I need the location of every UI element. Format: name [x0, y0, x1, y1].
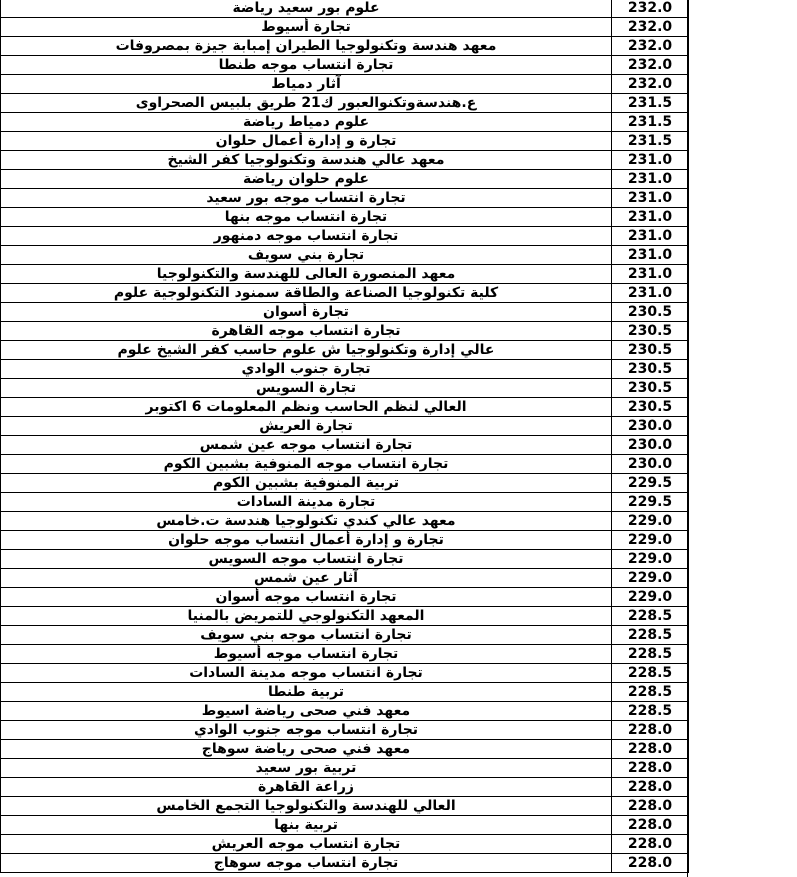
table-row: [1, 474, 689, 493]
institution-name-cell: تجارة و إدارة أعمال حلوان: [1, 132, 612, 151]
table-row: [1, 417, 689, 436]
min-score-cell: 231.0: [612, 189, 689, 208]
min-score-cell: 228.0: [612, 721, 689, 740]
table-row: [1, 18, 689, 37]
institution-name-cell: معهد عالي هندسة وتكنولوجيا كفر الشيخ: [1, 151, 612, 170]
institution-name-cell: تجارة انتساب موجه العريش: [1, 835, 612, 854]
institution-name-cell: تجارة انتساب موجه سوهاج: [1, 854, 612, 873]
table-row: [1, 56, 689, 75]
results-table-body: [1, 0, 689, 873]
min-score-cell: 228.5: [612, 645, 689, 664]
min-score-cell: 228.5: [612, 626, 689, 645]
table-row: [1, 759, 689, 778]
institution-name-cell: معهد فني صحى رياضة اسيوط: [1, 702, 612, 721]
institution-name-cell: تجارة انتساب موجه أسوان: [1, 588, 612, 607]
table-right-border: [687, 0, 688, 877]
min-score-cell: 231.0: [612, 227, 689, 246]
min-score-cell: 230.5: [612, 398, 689, 417]
table-row: [1, 436, 689, 455]
institution-name-cell: معهد هندسة وتكنولوجيا الطيران إمبابة جيزة بمصروفات: [1, 37, 612, 56]
min-score-cell: 231.5: [612, 113, 689, 132]
institution-name-cell: عالي إدارة وتكنولوجيا ش علوم حاسب كفر الشيخ علوم: [1, 341, 612, 360]
table-row: [1, 265, 689, 284]
institution-name-cell: تجارة انتساب موجه أسيوط: [1, 645, 612, 664]
institution-name-cell: تجارة السويس: [1, 379, 612, 398]
min-score-cell: 230.5: [612, 379, 689, 398]
institution-name-cell: آثار عين شمس: [1, 569, 612, 588]
table-row: [1, 835, 689, 854]
institution-name-cell: تربية بور سعيد: [1, 759, 612, 778]
institution-name-cell: علوم بور سعيد رياضة: [1, 0, 612, 18]
institution-name-cell: تجارة بني سويف: [1, 246, 612, 265]
min-score-cell: 230.0: [612, 455, 689, 474]
min-score-cell: 230.5: [612, 303, 689, 322]
min-score-cell: 228.0: [612, 797, 689, 816]
min-score-cell: 232.0: [612, 56, 689, 75]
table-row: [1, 94, 689, 113]
table-row: [1, 740, 689, 759]
table-row: [1, 113, 689, 132]
min-score-cell: 228.5: [612, 702, 689, 721]
table-row: [1, 702, 689, 721]
min-score-cell: 228.0: [612, 778, 689, 797]
institution-name-cell: تجارة أسيوط: [1, 18, 612, 37]
institution-name-cell: تجارة جنوب الوادي: [1, 360, 612, 379]
min-score-cell: 229.0: [612, 550, 689, 569]
min-score-cell: 229.0: [612, 569, 689, 588]
institution-name-cell: علوم حلوان رياضة: [1, 170, 612, 189]
table-row: [1, 303, 689, 322]
table-row: [1, 493, 689, 512]
institution-name-cell: تجارة انتساب موجه طنطا: [1, 56, 612, 75]
min-score-cell: 228.0: [612, 740, 689, 759]
min-score-cell: 231.5: [612, 132, 689, 151]
institution-name-cell: تربية طنطا: [1, 683, 612, 702]
table-row: [1, 189, 689, 208]
min-score-cell: 232.0: [612, 37, 689, 56]
min-score-cell: 230.5: [612, 341, 689, 360]
institution-name-cell: تجارة انتساب موجه مدينة السادات: [1, 664, 612, 683]
institution-name-cell: علوم دمياط رياضة: [1, 113, 612, 132]
table-row: [1, 398, 689, 417]
table-row: [1, 341, 689, 360]
table-row: [1, 550, 689, 569]
min-score-cell: 228.0: [612, 759, 689, 778]
min-score-cell: 229.0: [612, 588, 689, 607]
institution-name-cell: تربية بنها: [1, 816, 612, 835]
table-row: [1, 512, 689, 531]
table-row: [1, 645, 689, 664]
min-score-cell: 230.5: [612, 360, 689, 379]
institution-name-cell: كلية تكنولوجيا الصناعة والطاقة سمنود التكنولوجية علوم: [1, 284, 612, 303]
institution-name-cell: تجارة انتساب موجه جنوب الوادي: [1, 721, 612, 740]
institution-name-cell: تجارة العريش: [1, 417, 612, 436]
table-row: [1, 683, 689, 702]
min-score-cell: 232.0: [612, 18, 689, 37]
table-row: [1, 531, 689, 550]
min-score-cell: 229.5: [612, 493, 689, 512]
institution-name-cell: زراعة القاهرة: [1, 778, 612, 797]
min-score-cell: 228.0: [612, 835, 689, 854]
table-row: [1, 854, 689, 873]
min-score-cell: 232.0: [612, 0, 689, 18]
min-score-cell: 231.0: [612, 170, 689, 189]
institution-name-cell: تجارة انتساب موجه بنها: [1, 208, 612, 227]
institution-name-cell: تجارة انتساب موجه بور سعيد: [1, 189, 612, 208]
table-row: [1, 37, 689, 56]
table-row: [1, 227, 689, 246]
min-score-cell: 228.5: [612, 683, 689, 702]
institution-name-cell: تجارة و إدارة أعمال انتساب موجه حلوان: [1, 531, 612, 550]
table-row: [1, 246, 689, 265]
institution-name-cell: آثار دمياط: [1, 75, 612, 94]
table-row: [1, 322, 689, 341]
table-row: [1, 607, 689, 626]
institution-name-cell: تجارة انتساب موجه السويس: [1, 550, 612, 569]
table-row: [1, 132, 689, 151]
institution-name-cell: تجارة انتساب موجه المنوفية بشبين الكوم: [1, 455, 612, 474]
min-score-cell: 232.0: [612, 75, 689, 94]
table-row: [1, 569, 689, 588]
institution-name-cell: العالي لنظم الحاسب ونظم المعلومات 6 اكتوبر: [1, 398, 612, 417]
table-row: [1, 0, 689, 18]
min-score-cell: 231.0: [612, 151, 689, 170]
table-row: [1, 816, 689, 835]
table-row: [1, 208, 689, 227]
institution-name-cell: تجارة انتساب موجه القاهرة: [1, 322, 612, 341]
table-row: [1, 360, 689, 379]
min-score-cell: 228.5: [612, 607, 689, 626]
table-row: [1, 664, 689, 683]
institution-name-cell: تجارة انتساب موجه بني سويف: [1, 626, 612, 645]
min-score-cell: 231.0: [612, 265, 689, 284]
min-score-cell: 231.0: [612, 246, 689, 265]
table-row: [1, 626, 689, 645]
min-score-cell: 229.5: [612, 474, 689, 493]
institution-name-cell: معهد عالي كندي تكنولوجيا هندسة ت.خامس: [1, 512, 612, 531]
institution-name-cell: تجارة انتساب موجه عين شمس: [1, 436, 612, 455]
institution-name-cell: ع.هندسةوتكنوالعبور ك21 طريق بلبيس الصحراوى: [1, 94, 612, 113]
min-score-cell: 229.0: [612, 531, 689, 550]
institution-name-cell: تجارة أسوان: [1, 303, 612, 322]
table-row: [1, 455, 689, 474]
table-row: [1, 721, 689, 740]
min-score-cell: 230.0: [612, 417, 689, 436]
min-score-cell: 231.0: [612, 208, 689, 227]
table-row: [1, 170, 689, 189]
min-score-cell: 228.0: [612, 816, 689, 835]
table-row: [1, 75, 689, 94]
table-row: [1, 778, 689, 797]
institution-name-cell: المعهد التكنولوجي للتمريض بالمنيا: [1, 607, 612, 626]
min-score-cell: 230.5: [612, 322, 689, 341]
institution-name-cell: معهد فني صحى رياضة سوهاج: [1, 740, 612, 759]
table-row: [1, 379, 689, 398]
table-row: [1, 284, 689, 303]
institution-name-cell: العالي للهندسة والتكنولوجيا التجمع الخامس: [1, 797, 612, 816]
institution-name-cell: معهد المنصورة العالى للهندسة والتكنولوجيا: [1, 265, 612, 284]
min-score-cell: 229.0: [612, 512, 689, 531]
min-score-cell: 228.0: [612, 854, 689, 873]
institution-name-cell: تجارة انتساب موجه دمنهور: [1, 227, 612, 246]
table-row: [1, 797, 689, 816]
min-score-cell: 230.0: [612, 436, 689, 455]
institution-name-cell: تربية المنوفية بشبين الكوم: [1, 474, 612, 493]
institution-name-cell: تجارة مدينة السادات: [1, 493, 612, 512]
min-score-cell: 231.0: [612, 284, 689, 303]
min-score-cell: 228.5: [612, 664, 689, 683]
table-row: [1, 588, 689, 607]
table-row: [1, 151, 689, 170]
min-score-cell: 231.5: [612, 94, 689, 113]
